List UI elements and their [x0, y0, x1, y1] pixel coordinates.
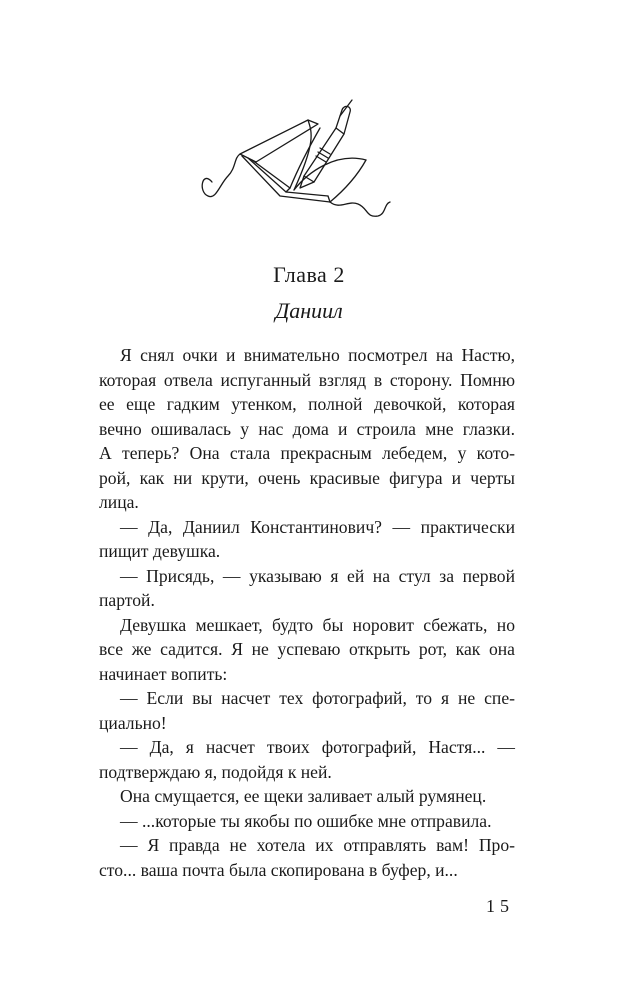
text-line: все же садится. Я не успеваю открыть рот, как она	[99, 639, 515, 659]
chapter-subtitle: Даниил	[275, 298, 343, 323]
text-line: Она смущается, ее щеки заливает алый румянец.	[120, 786, 487, 806]
text-line: ее еще гадким утенком, полной девочкой, которая	[99, 394, 515, 414]
text-line: циально!	[99, 712, 167, 733]
body-text	[99, 343, 515, 882]
text-line: сто... ваша почта была скопирована в буфер, и...	[99, 859, 458, 880]
text-line: начинает вопить:	[99, 663, 228, 684]
notebook-pen-icon	[190, 92, 410, 232]
text-line: лица.	[99, 492, 139, 512]
page-number: 15	[486, 896, 514, 916]
text-line: — Я правда не хотела их отправлять вам! Про-	[120, 835, 515, 855]
text-line: которая отвела испуганный взгляд в сторону. Помню	[99, 369, 515, 390]
text-line: партой.	[99, 590, 155, 610]
text-line: рой, как ни крути, очень красивые фигура и черты	[99, 467, 515, 488]
chapter-title: Глава 2	[273, 262, 345, 287]
text-line: Я снял очки и внимательно посмотрел на Настю,	[120, 345, 515, 365]
text-line: подтверждаю я, подойдя к ней.	[99, 761, 332, 782]
text-line: — Присядь, — указываю я ей на стул за первой	[120, 565, 515, 586]
text-line: пищит девушка.	[99, 541, 221, 561]
text-line: — Да, я насчет твоих фотографий, Настя... —	[120, 737, 515, 757]
text-line: вечно ошивалась у нас дома и строила мне глазки.	[99, 418, 515, 439]
text-line: — ...которые ты якобы по ошибке мне отправила.	[120, 810, 492, 831]
text-line: — Да, Даниил Константинович? — практически	[120, 516, 515, 537]
text-line: — Если вы насчет тех фотографий, то я не спе-	[120, 688, 515, 708]
text-line: Девушка мешкает, будто бы норовит сбежать, но	[120, 614, 515, 635]
text-line: А теперь? Она стала прекрасным лебедем, у кото-	[99, 443, 515, 463]
